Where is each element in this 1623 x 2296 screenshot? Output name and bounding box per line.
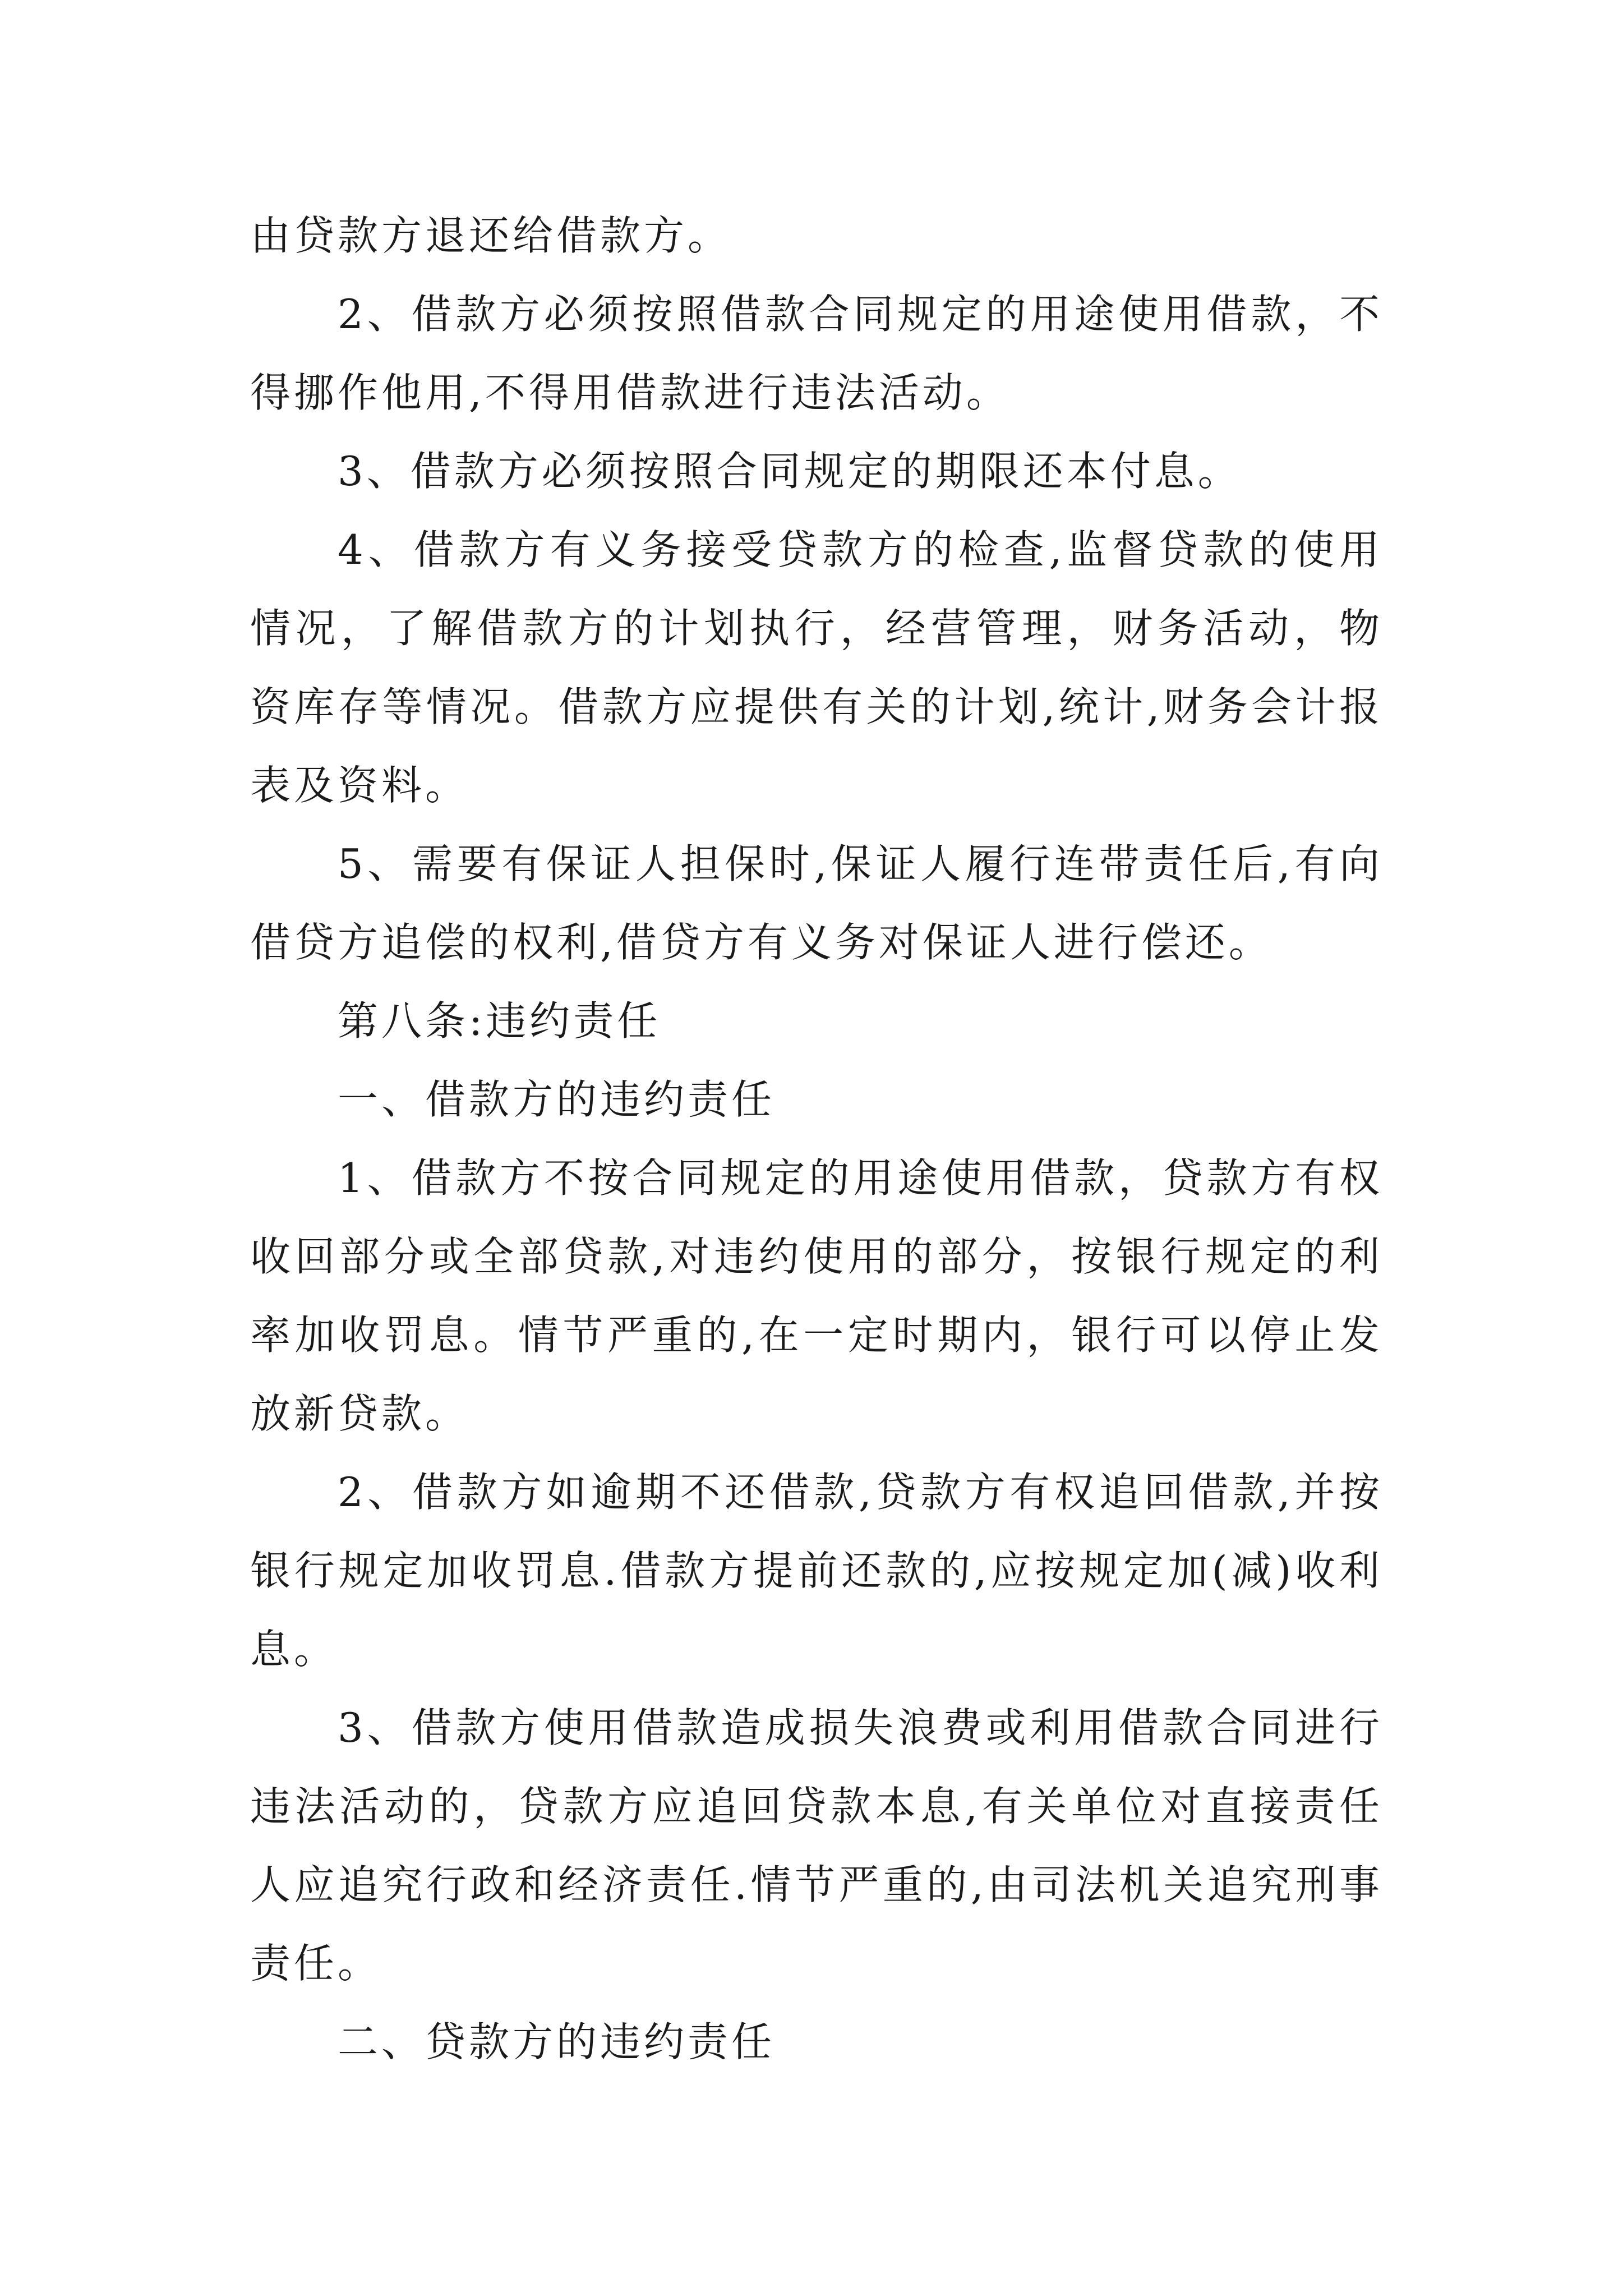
paragraph-liability-1: 1、借款方不按合同规定的用途使用借款，贷款方有权收回部分或全部贷款,对违约使用的部分，按银行规定的利率加收罚息。情节严重的,在一定时期内，银行可以停止发放新贷款。	[250, 1154, 1383, 1437]
paragraph-clause-5-guarantor: 5、需要有保证人担保时,保证人履行连带责任后,有向借贷方追偿的权利,借贷方有义务对保证人进行偿还。	[250, 840, 1383, 966]
subheading-borrower-liability: 一、借款方的违约责任	[338, 1076, 776, 1123]
paragraph-refund: 由贷款方退还给借款方。	[250, 212, 732, 259]
paragraph-liability-3: 3、借款方使用借款造成损失浪费或利用借款合同进行违法活动的，贷款方应追回贷款本息,有关单位对直接责任人应追究行政和经济责任.情节严重的,由司法机关追究刑事责任。	[250, 1704, 1383, 1987]
subheading-lender-liability: 二、贷款方的违约责任	[338, 2018, 776, 2065]
paragraph-clause-4-inspection: 4、借款方有义务接受贷款方的检查,监督贷款的使用情况，了解借款方的计划执行，经营管理，财务活动，物资库存等情况。借款方应提供有关的计划,统计,财务会计报表及资料。	[250, 526, 1383, 809]
paragraph-liability-2: 2、借款方如逾期不还借款,贷款方有权追回借款,并按银行规定加收罚息.借款方提前还款的,应按规定加(减)收利息。	[250, 1469, 1383, 1673]
document-body	[250, 196, 1383, 2081]
section-heading-article-8: 第八条:违约责任	[338, 997, 661, 1045]
paragraph-clause-3-repayment: 3、借款方必须按照合同规定的期限还本付息。	[338, 448, 1242, 495]
paragraph-clause-2-usage: 2、借款方必须按照借款合同规定的用途使用借款，不得挪作他用,不得用借款进行违法活动。	[250, 291, 1383, 416]
